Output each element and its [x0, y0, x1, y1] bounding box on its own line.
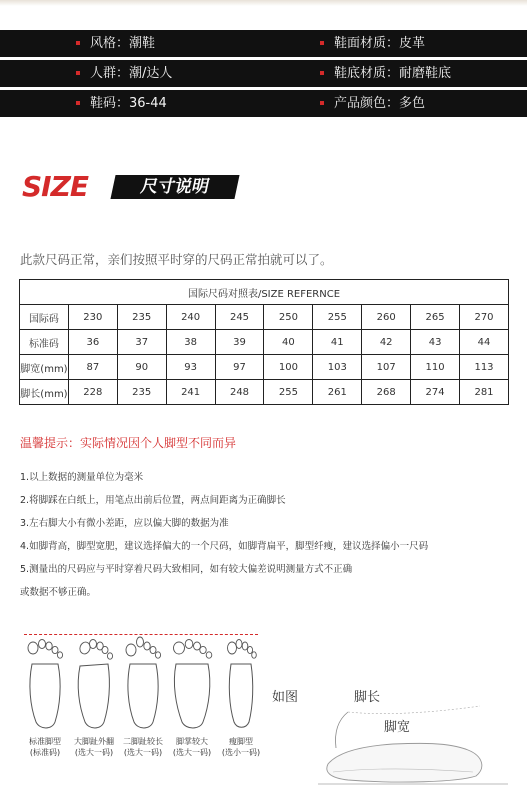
foot-outline-icon [73, 636, 115, 730]
table-cell: 38 [166, 330, 215, 355]
table-cell: 93 [166, 355, 215, 380]
size-table [19, 279, 509, 405]
table-cell: 270 [460, 305, 509, 330]
measurement-notes [20, 472, 520, 610]
table-cell: 41 [313, 330, 362, 355]
table-cell: 261 [313, 380, 362, 405]
foot-side-icon [308, 702, 518, 788]
foot-type-diagram [18, 628, 263, 788]
size-heading-cn: 尺寸说明 [110, 175, 239, 199]
table-cell: 103 [313, 355, 362, 380]
table-cell: 248 [215, 380, 264, 405]
note-item: 3.左右脚大小有微小差距，应以偏大脚的数据为准 [20, 518, 229, 529]
top-strip [0, 0, 527, 30]
table-cell: 110 [411, 355, 460, 380]
table-cell: 265 [411, 305, 460, 330]
note-item: 1.以上数据的测量单位为毫米 [20, 472, 144, 483]
table-cell: 260 [362, 305, 411, 330]
table-title-row [20, 280, 509, 305]
table-cell: 250 [264, 305, 313, 330]
note-item: 或数据不够正确。 [20, 587, 97, 598]
note-item: 2.将脚踩在白纸上，用笔点出前后位置，两点间距离为正确脚长 [20, 495, 286, 506]
foot-type-label: 瘦脚型 (选小一码) [221, 737, 261, 757]
spec-text: 产品颜色：多色 [334, 96, 426, 111]
spec-band [0, 90, 527, 117]
spec-text: 鞋码：36-44 [90, 96, 167, 111]
table-cell: 100 [264, 355, 313, 380]
spec-item [320, 30, 425, 57]
table-cell: 235 [117, 305, 166, 330]
table-row [20, 305, 509, 330]
spec-text: 风格：潮鞋 [90, 36, 156, 51]
bullet-icon [320, 41, 324, 45]
bullet-icon [76, 71, 80, 75]
row-label: 国际码 [20, 305, 69, 330]
spec-text: 鞋面材质：皮革 [334, 36, 426, 51]
bullet-icon [320, 71, 324, 75]
bullet-icon [76, 41, 80, 45]
table-cell: 241 [166, 380, 215, 405]
spec-text: 人群：潮/达人 [90, 66, 173, 81]
spec-item [76, 60, 172, 87]
table-row [20, 380, 509, 405]
spec-text: 鞋底材质：耐磨鞋底 [334, 66, 452, 81]
table-cell: 87 [68, 355, 117, 380]
foot-measure-diagram [268, 680, 518, 790]
spec-item [320, 90, 425, 117]
row-label: 标准码 [20, 330, 69, 355]
table-cell: 235 [117, 380, 166, 405]
table-cell: 245 [215, 305, 264, 330]
table-cell: 40 [264, 330, 313, 355]
foot-outline-icon [171, 636, 213, 730]
size-intro: 此款尺码正常，亲们按照平时穿的尺码正常拍就可以了。 [20, 252, 333, 267]
table-row [20, 330, 509, 355]
spec-band [0, 60, 527, 87]
table-cell: 42 [362, 330, 411, 355]
foot-length-label: 脚长 [354, 690, 381, 705]
table-cell: 90 [117, 355, 166, 380]
foot-type-label: 大脚趾外翻 (选大一码) [74, 737, 114, 757]
foot-outline-icon [24, 636, 66, 730]
table-title: 国际尺码对照表/SIZE REFERNCE [20, 280, 509, 305]
spec-band [0, 30, 527, 57]
notice-text: 温馨提示：实际情况因个人脚型不同而异 [20, 436, 237, 450]
as-shown-label: 如图 [272, 690, 299, 705]
table-cell: 44 [460, 330, 509, 355]
note-item: 5.测量出的尺码应与平时穿着尺码大致相同，如有较大偏差说明测量方式不正确 [20, 564, 353, 575]
foot-outline-icon [122, 636, 164, 730]
table-cell: 107 [362, 355, 411, 380]
table-cell: 268 [362, 380, 411, 405]
note-item: 4.如脚背高，脚型宽肥，建议选择偏大的一个尺码，如脚背扁平，脚型纤瘦，建议选择偏小一尺码 [20, 541, 429, 552]
spec-item [76, 90, 167, 117]
spec-item [320, 60, 451, 87]
toe-reference-line [24, 634, 258, 635]
table-cell: 39 [215, 330, 264, 355]
table-cell: 240 [166, 305, 215, 330]
spec-item [76, 30, 155, 57]
table-cell: 97 [215, 355, 264, 380]
table-cell: 255 [264, 380, 313, 405]
table-cell: 113 [460, 355, 509, 380]
table-cell: 36 [68, 330, 117, 355]
table-cell: 228 [68, 380, 117, 405]
table-cell: 281 [460, 380, 509, 405]
bullet-icon [320, 101, 324, 105]
row-label: 脚长(mm) [20, 380, 69, 405]
size-heading-en: SIZE [22, 170, 89, 203]
foot-outline-icon [220, 636, 262, 730]
table-row [20, 355, 509, 380]
foot-type-label: 标准脚型 (标准码) [29, 737, 61, 757]
table-cell: 230 [68, 305, 117, 330]
bullet-icon [76, 101, 80, 105]
row-label: 脚宽(mm) [20, 355, 69, 380]
top-shadow [0, 0, 527, 6]
table-cell: 43 [411, 330, 460, 355]
table-cell: 37 [117, 330, 166, 355]
table-cell: 255 [313, 305, 362, 330]
table-cell: 274 [411, 380, 460, 405]
foot-width-label: 脚宽 [384, 720, 411, 735]
foot-type-label: 二脚趾较长 (选大一码) [123, 737, 163, 757]
foot-type-label: 脚掌较大 (选大一码) [172, 737, 212, 757]
